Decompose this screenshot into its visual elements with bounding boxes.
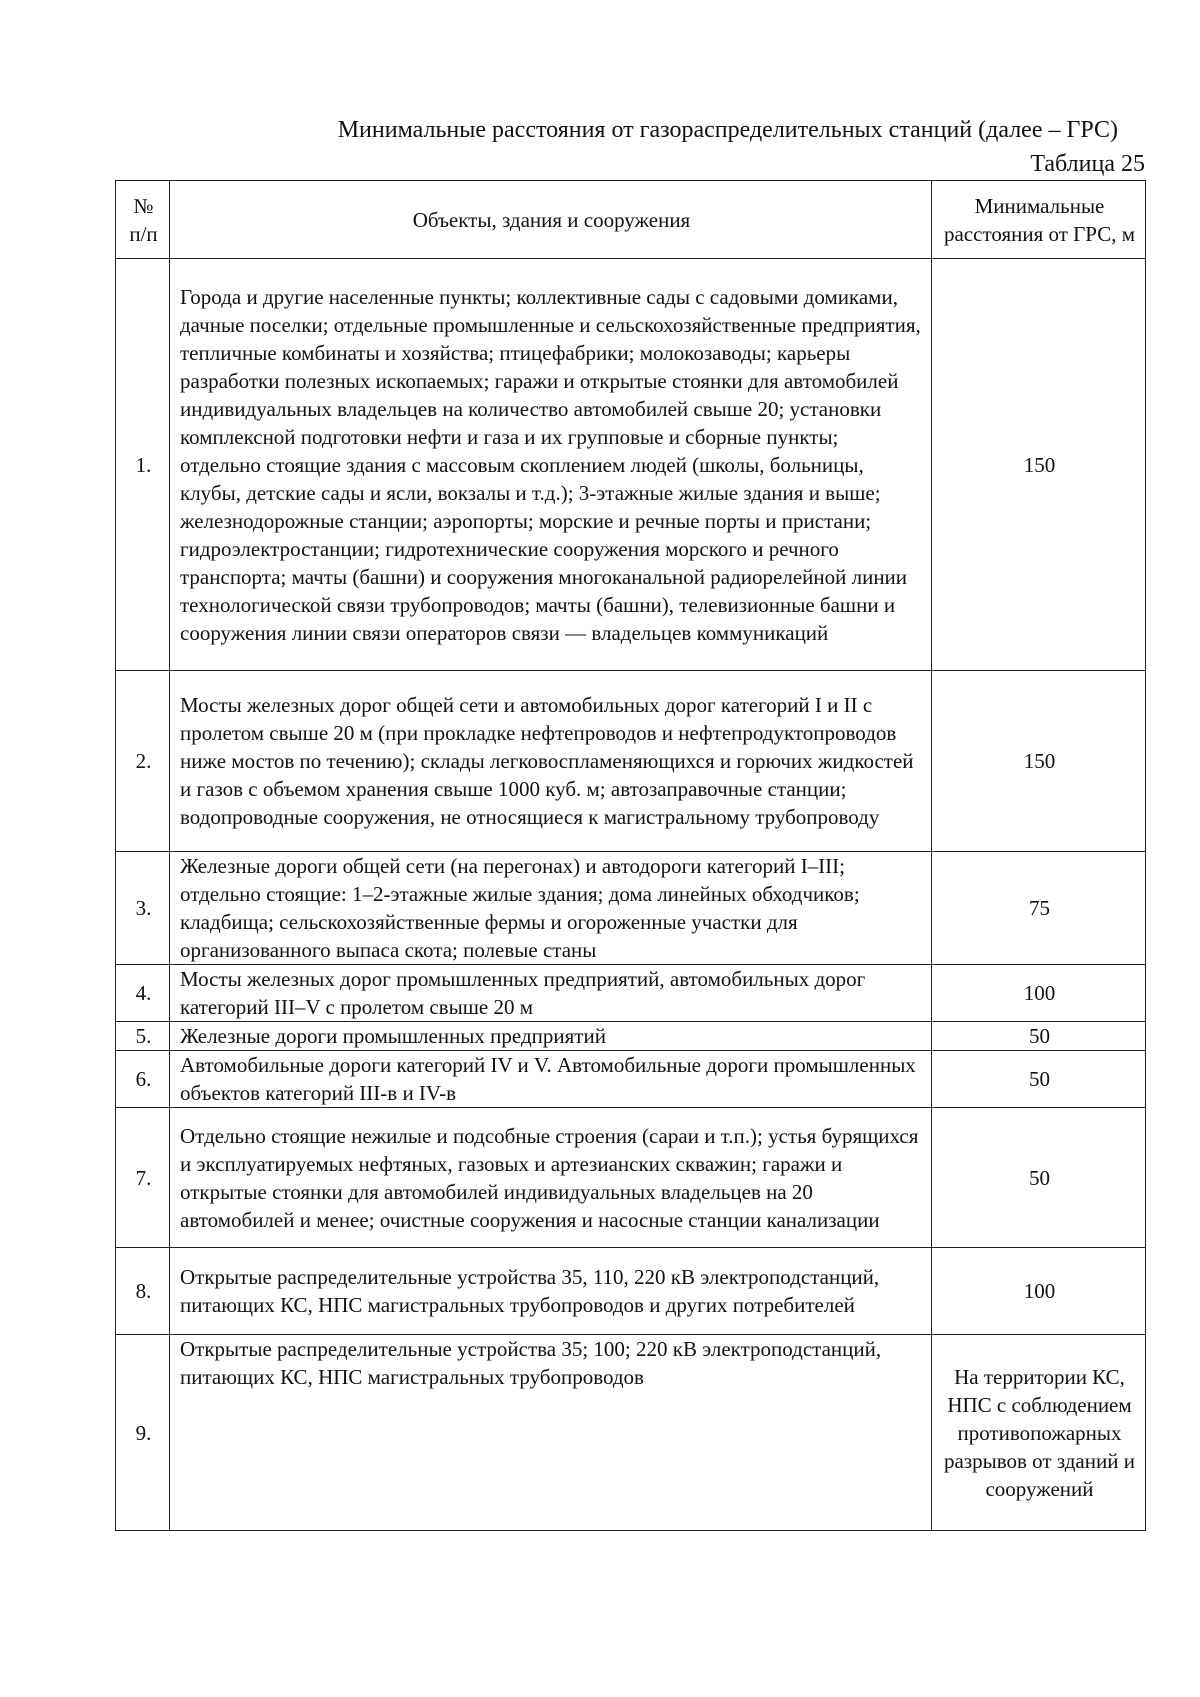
row-objects: Открытые распределительные устройства 35; 100; 220 кВ электроподстанций, питающих КС, НПС магистральных трубопроводов (170, 1335, 932, 1531)
table-row (116, 1335, 1146, 1531)
table-row (116, 259, 1146, 671)
row-distance: 50 (932, 1022, 1146, 1051)
table-header-row (116, 181, 1146, 259)
table-row (116, 965, 1146, 1022)
header-distance: Минимальные расстояния от ГРС, м (932, 181, 1146, 259)
table-row (116, 671, 1146, 852)
row-num: 2. (116, 671, 170, 852)
row-objects: Автомобильные дороги категорий IV и V. Автомобильные дороги промышленных объектов категорий III-в и IV-в (170, 1051, 932, 1108)
table-row (116, 1022, 1146, 1051)
row-num: 1. (116, 259, 170, 671)
table-label: Таблица 25 (1030, 151, 1145, 177)
row-distance: 100 (932, 965, 1146, 1022)
row-num: 7. (116, 1108, 170, 1248)
row-num: 6. (116, 1051, 170, 1108)
row-distance: 50 (932, 1051, 1146, 1108)
document-title: Минимальные расстояния от газораспределительных станций (далее – ГРС) (337, 117, 1118, 143)
row-objects: Города и другие населенные пункты; коллективные сады с садовыми домиками, дачные поселки; отдельные промышленные и сельскохозяйственные предприятия, тепличные комбинаты и хозяйства; птицефабрики; молокозаводы; карьеры разработки полезных ископаемых; гаражи и открытые стоянки для автомобилей индивидуальных владельцев на количество автомобилей свыше 20; установки комплексной подготовки нефти и газа и их групповые и сборные пункты; отдельно стоящие здания с массовым скоплением людей (школы, больницы, клубы, детские сады и ясли, вокзалы и т.д.); 3-этажные жилые здания и выше; железнодорожные станции; аэропорты; морские и речные порты и пристани; гидроэлектростанции; гидротехнические сооружения морского и речного транспорта; мачты (башни) и сооружения многоканальной радиорелейной линии технологической связи трубопроводов; мачты (башни), телевизионные башни и сооружения линии связи операторов связи — владельцев коммуникаций (170, 259, 932, 671)
table-row (116, 1051, 1146, 1108)
header-objects: Объекты, здания и сооружения (170, 181, 932, 259)
table-row (116, 1248, 1146, 1335)
row-num: 5. (116, 1022, 170, 1051)
header-num: № п/п (116, 181, 170, 259)
row-distance: 100 (932, 1248, 1146, 1335)
table-row (116, 1108, 1146, 1248)
row-distance: На территории КС, НПС с соблюдением противопожарных разрывов от зданий и сооружений (932, 1335, 1146, 1531)
row-distance: 150 (932, 671, 1146, 852)
row-objects: Железные дороги общей сети (на перегонах) и автодороги категорий I–III; отдельно стоящие: 1–2-этажные жилые здания; дома линейных обходчиков; кладбища; сельскохозяйственные фермы и огороженные участки для организованного выпаса скота; полевые станы (170, 852, 932, 965)
row-objects: Открытые распределительные устройства 35, 110, 220 кВ электроподстанций, питающих КС, НПС магистральных трубопроводов и других потребителей (170, 1248, 932, 1335)
distances-table (115, 180, 1146, 1531)
row-objects: Отдельно стоящие нежилые и подсобные строения (сараи и т.п.); устья бурящихся и эксплуатируемых нефтяных, газовых и артезианских скважин; гаражи и открытые стоянки для автомобилей индивидуальных владельцев на 20 автомобилей и менее; очистные сооружения и насосные станции канализации (170, 1108, 932, 1248)
row-objects: Мосты железных дорог промышленных предприятий, автомобильных дорог категорий III–V с пролетом свыше 20 м (170, 965, 932, 1022)
row-distance: 150 (932, 259, 1146, 671)
table-row (116, 852, 1146, 965)
row-num: 3. (116, 852, 170, 965)
row-objects: Мосты железных дорог общей сети и автомобильных дорог категорий I и II с пролетом свыше 20 м (при прокладке нефтепроводов и нефтепродуктопроводов ниже мостов по течению); склады легковоспламеняющихся и горючих жидкостей и газов с объемом хранения свыше 1000 куб. м; автозаправочные станции; водопроводные сооружения, не относящиеся к магистральному трубопроводу (170, 671, 932, 852)
row-num: 4. (116, 965, 170, 1022)
row-objects: Железные дороги промышленных предприятий (170, 1022, 932, 1051)
row-num: 8. (116, 1248, 170, 1335)
row-distance: 75 (932, 852, 1146, 965)
row-num: 9. (116, 1335, 170, 1531)
row-distance: 50 (932, 1108, 1146, 1248)
